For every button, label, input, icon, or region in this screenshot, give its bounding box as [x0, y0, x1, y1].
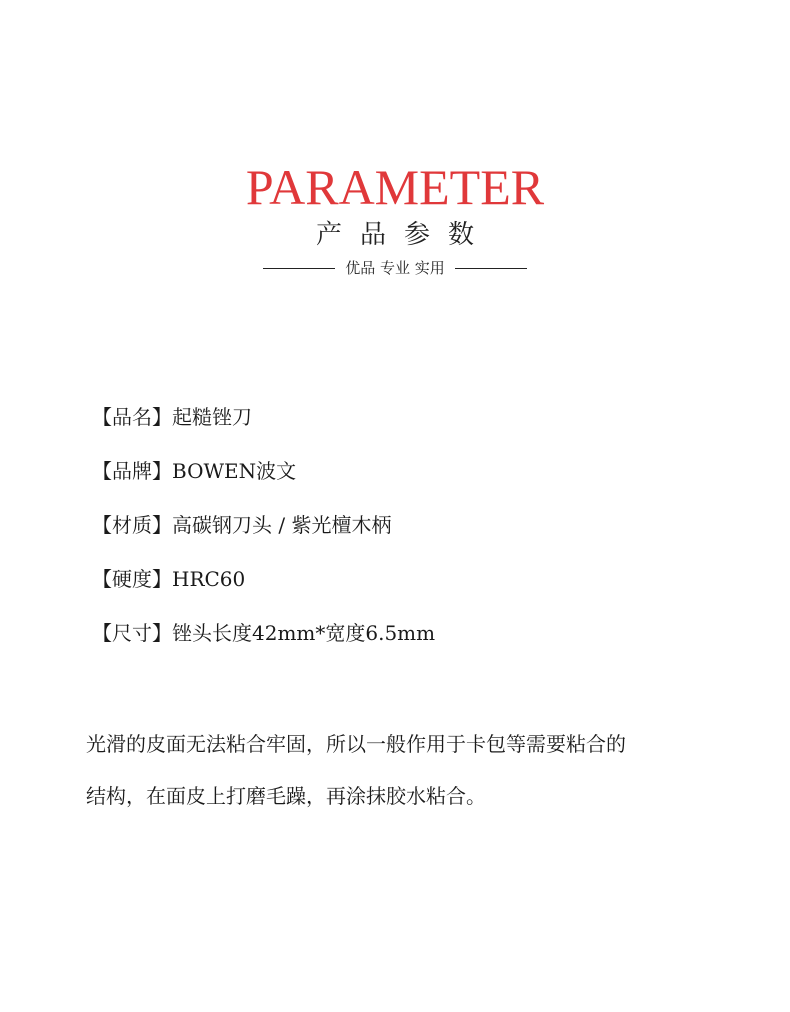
title-chinese: 产品参数	[315, 220, 492, 250]
param-value: BOWEN波文	[172, 459, 297, 483]
param-row-name	[92, 400, 435, 454]
param-value: 高碳钢刀头 / 紫光檀木柄	[172, 513, 392, 537]
param-label: 【硬度】	[92, 567, 172, 591]
param-row-size	[92, 616, 435, 670]
param-label: 【品名】	[92, 405, 172, 429]
product-description	[86, 718, 746, 822]
param-row-hardness	[92, 562, 435, 616]
left-divider	[263, 268, 335, 269]
right-divider	[455, 268, 527, 269]
tagline-row	[0, 258, 790, 278]
param-label: 【材质】	[92, 513, 172, 537]
parameter-header	[0, 160, 790, 278]
description-line: 光滑的皮面无法粘合牢固，所以一般作用于卡包等需要粘合的	[86, 732, 626, 756]
parameter-list	[92, 400, 435, 670]
param-value: 锉头长度42mm*宽度6.5mm	[172, 621, 436, 645]
param-value: 起糙锉刀	[172, 405, 252, 429]
param-row-material	[92, 508, 435, 562]
title-english: PARAMETER	[245, 159, 545, 215]
description-line: 结构，在面皮上打磨毛躁，再涂抹胶水粘合。	[86, 784, 486, 808]
param-label: 【尺寸】	[92, 621, 172, 645]
param-row-brand	[92, 454, 435, 508]
param-value: HRC60	[172, 567, 246, 591]
param-label: 【品牌】	[92, 459, 172, 483]
tagline: 优品 专业 实用	[345, 259, 445, 277]
